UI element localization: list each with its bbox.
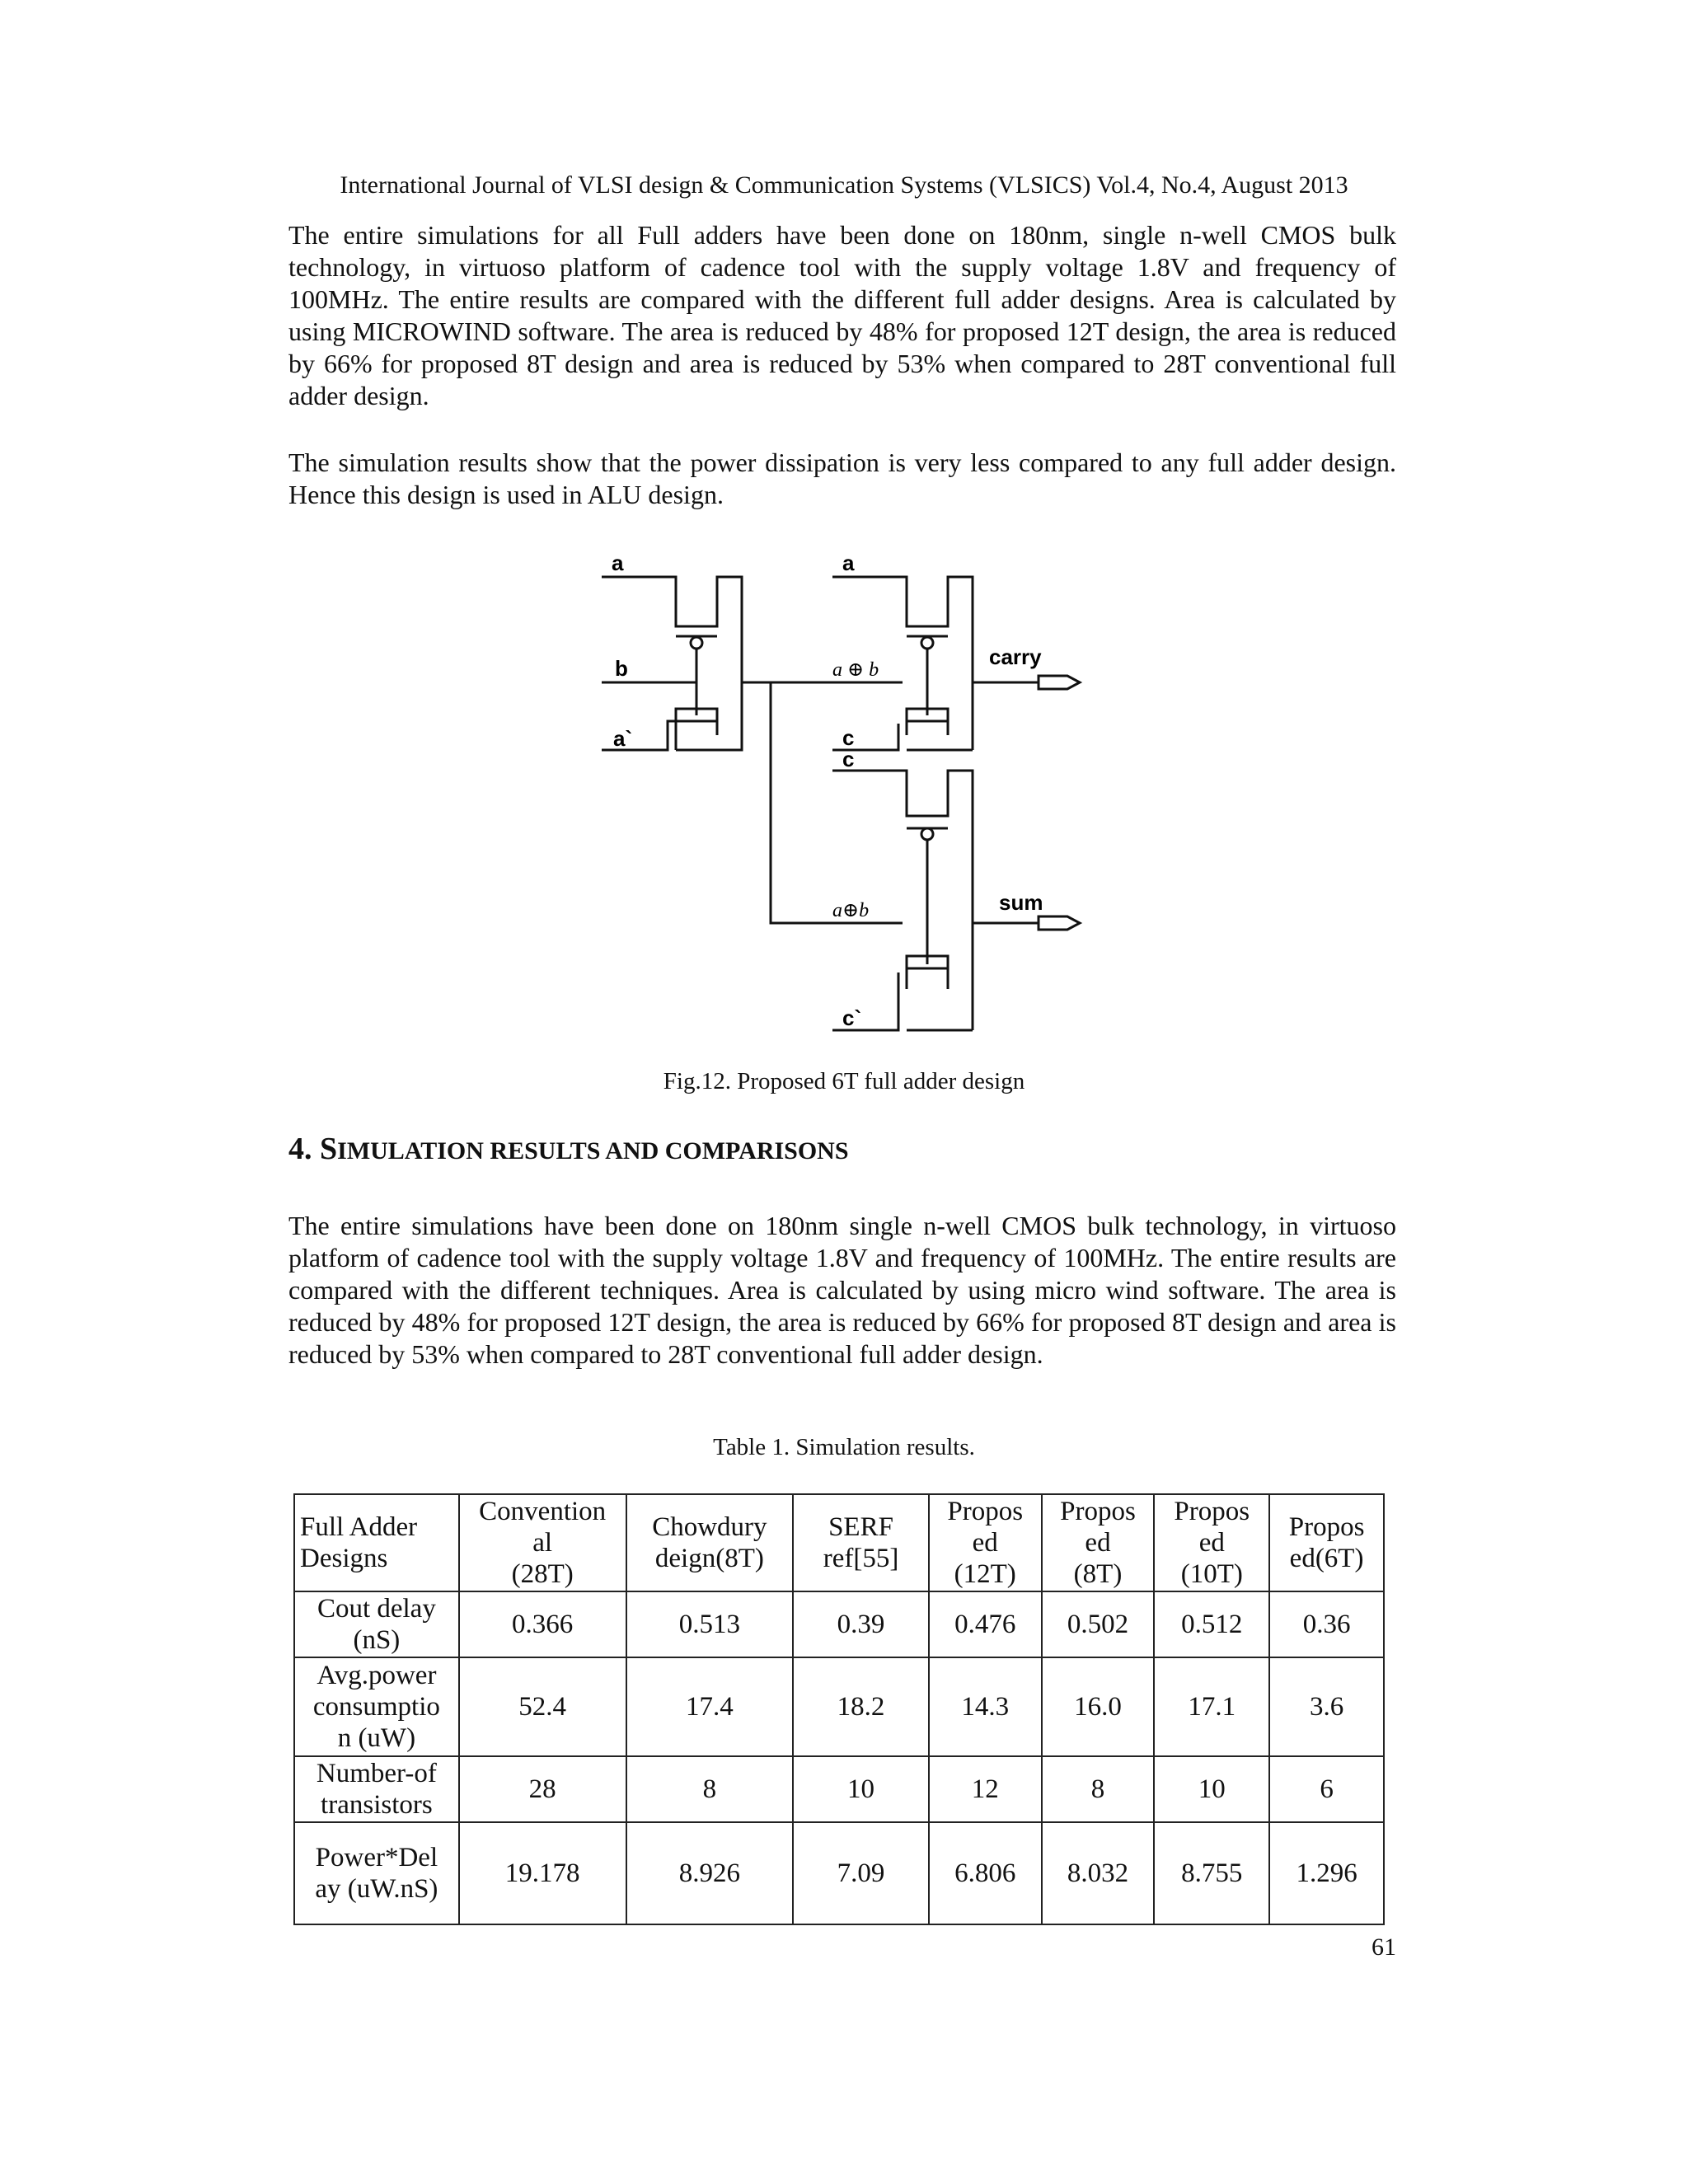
- table-header-row: [294, 1494, 1384, 1591]
- header-proposed-6t: Propos ed(6T): [1269, 1494, 1384, 1591]
- table-row: [294, 1756, 1384, 1822]
- cell: 7.09: [793, 1822, 929, 1924]
- cell: 0.39: [793, 1591, 929, 1657]
- cell: 0.513: [626, 1591, 794, 1657]
- table-row: [294, 1657, 1384, 1756]
- cell: 1.296: [1269, 1822, 1384, 1924]
- cell: 0.366: [459, 1591, 626, 1657]
- cell: 0.36: [1269, 1591, 1384, 1657]
- header-designs: Full Adder Designs: [294, 1494, 459, 1591]
- row-label-avg-power: Avg.power consumptio n (uW): [294, 1657, 459, 1756]
- full-adder-circuit-diagram: [577, 544, 1104, 1047]
- label-axorb-top: a ⊕ b: [832, 659, 879, 681]
- header-chowdury: Chowdury deign(8T): [626, 1494, 794, 1591]
- cell: 16.0: [1042, 1657, 1155, 1756]
- simulation-results-table: [293, 1493, 1385, 1925]
- carry-output-arrow: [1039, 676, 1080, 689]
- label-axorb-bottom: a⊕b: [832, 900, 870, 921]
- cell: 12: [929, 1756, 1042, 1822]
- journal-header: International Journal of VLSI design & Communication Systems (VLSICS) Vol.4, No.4, August 2013: [340, 171, 1348, 199]
- cell: 8.926: [626, 1822, 794, 1924]
- table-row: [294, 1822, 1384, 1924]
- label-b: b: [615, 656, 628, 681]
- paragraph-power: The simulation results show that the power dissipation is very less compared to any full adder design. Hence this design is used in ALU design.: [288, 448, 1396, 509]
- table-row: [294, 1591, 1384, 1657]
- label-c-2: c: [842, 747, 855, 771]
- row-label-transistors: Number-of transistors: [294, 1756, 459, 1822]
- label-sum: sum: [999, 890, 1043, 915]
- cell: 6: [1269, 1756, 1384, 1822]
- cell: 17.4: [626, 1657, 794, 1756]
- cell: 0.502: [1042, 1591, 1155, 1657]
- cell: 28: [459, 1756, 626, 1822]
- header-serf: SERF ref[55]: [793, 1494, 929, 1591]
- figure-caption: Fig.12. Proposed 6T full adder design: [663, 1068, 1025, 1094]
- label-c-bar: c`: [842, 1005, 862, 1030]
- pmos-bubble-left: [691, 637, 702, 649]
- wire-axorb-down: [771, 682, 903, 923]
- section-number: 4.: [288, 1132, 312, 1166]
- header-proposed-10t: Propos ed (10T): [1154, 1494, 1269, 1591]
- label-a-top-right: a: [842, 551, 855, 575]
- row-label-power-delay: Power*Del ay (uW.nS): [294, 1822, 459, 1924]
- cell: 10: [793, 1756, 929, 1822]
- cell: 14.3: [929, 1657, 1042, 1756]
- pmos-bubble-right-top: [921, 637, 933, 649]
- header-proposed-12t: Propos ed (12T): [929, 1494, 1042, 1591]
- cell: 52.4: [459, 1657, 626, 1756]
- header-proposed-8t: Propos ed (8T): [1042, 1494, 1155, 1591]
- cell: 3.6: [1269, 1657, 1384, 1756]
- cell: 17.1: [1154, 1657, 1269, 1756]
- paragraph-results: The entire simulations have been done on 180nm single n-well CMOS bulk technology, in virtuoso platform of cadence tool with the supply voltage 1.8V and frequency of 100MHz. The entire results are compared with the different techniques. Area is calculated by using micro wind software. The area is reduced by 48% for proposed 12T design, the area is reduced by 66% for proposed 8T design and area is reduced by 53% when compared to 28T conventional full adder design.: [288, 1211, 1396, 1369]
- label-c-1: c: [842, 725, 855, 750]
- section-title-rest: IMULATION RESULTS AND COMPARISONS: [337, 1137, 849, 1165]
- header-conventional: Convention al (28T): [459, 1494, 626, 1591]
- label-a-bar: a`: [613, 726, 633, 751]
- cell: 8: [626, 1756, 794, 1822]
- page-number: 61: [1372, 1933, 1396, 1961]
- table-caption: Table 1. Simulation results.: [713, 1434, 975, 1460]
- pmos-bubble-right-bottom: [921, 828, 933, 840]
- label-carry: carry: [989, 644, 1042, 669]
- cell: 10: [1154, 1756, 1269, 1822]
- cell: 8.755: [1154, 1822, 1269, 1924]
- label-a-top-left: a: [612, 551, 624, 575]
- cell: 8.032: [1042, 1822, 1155, 1924]
- row-label-cout-delay: Cout delay (nS): [294, 1591, 459, 1657]
- cell: 18.2: [793, 1657, 929, 1756]
- cell: 8: [1042, 1756, 1155, 1822]
- cell: 0.476: [929, 1591, 1042, 1657]
- cell: 6.806: [929, 1822, 1042, 1924]
- section-heading: [288, 1131, 849, 1167]
- sum-output-arrow: [1039, 916, 1080, 930]
- cell: 0.512: [1154, 1591, 1269, 1657]
- cell: 19.178: [459, 1822, 626, 1924]
- section-title-first: S: [320, 1132, 338, 1166]
- paragraph-simulations: The entire simulations for all Full adders have been done on 180nm, single n-well CMOS bulk technology, in virtuoso platform of cadence tool with the supply voltage 1.8V and frequency of 100MHz. The entire results are compared with the different full adder designs. Area is calculated by using MICROWIND software. The area is reduced by 48% for proposed 12T design, the area is reduced by 66% for proposed 8T design and area is reduced by 53% when compared to 28T conventional full adder design.: [288, 220, 1396, 410]
